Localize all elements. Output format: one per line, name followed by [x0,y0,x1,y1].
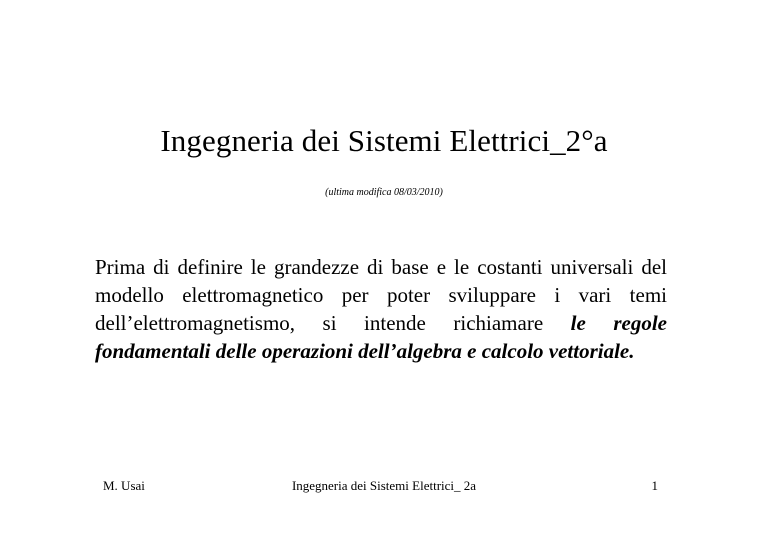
footer-course: Ingegneria dei Sistemi Elettrici_ 2a [291,478,477,493]
slide-subtitle: (ultima modifica 08/03/2010) [325,187,443,198]
footer-author: M. Usai [103,478,145,493]
body-text-regular: Prima di definire le grandezze di base e le costanti universali del modello elettromagnetico per poter sviluppare i vari temi dell’elettromagnetismo, si intende richiamare [95,255,667,335]
body-paragraph [95,253,667,365]
body-text-emphasis: le regole fondamentali delle operazioni dell’algebra e calcolo vettoriale. [95,311,667,363]
slide-title: Ingegneria dei Sistemi Elettrici_2°a [160,123,608,158]
footer-page-number: 1 [651,478,658,493]
